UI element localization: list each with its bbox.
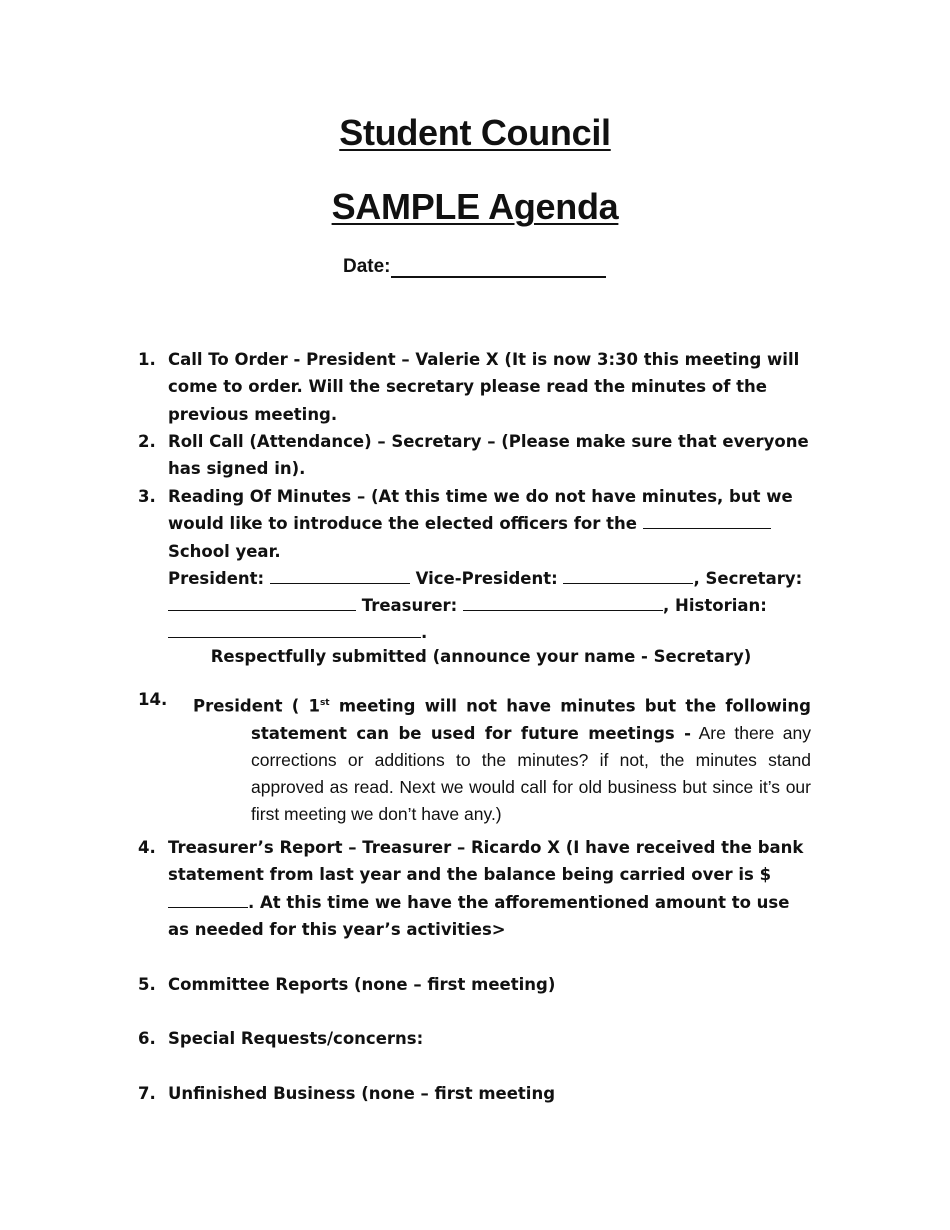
item-14-number: 14. — [138, 690, 168, 709]
date-blank — [391, 257, 606, 278]
item-number: 2. — [138, 432, 156, 451]
item-text: Unfinished Business (none – first meeting — [168, 1084, 556, 1103]
school-year-blank — [643, 511, 771, 529]
item-text: Reading Of Minutes – (At this time we do not have minutes, but we would like to introduce the elected officers for the School year. President: Vice-President: , Secretary: Treasurer: , Historian: . — [168, 487, 803, 643]
date-label: Date: — [343, 256, 391, 277]
page-subtitle: SAMPLE Agenda — [331, 186, 619, 227]
item-text: Roll Call (Attendance) – Secretary – (Please make sure that everyone has signed in). — [168, 432, 809, 479]
item-text: Committee Reports (none – first meeting) — [168, 975, 556, 994]
item-number: 1. — [138, 350, 156, 369]
date-field — [343, 256, 606, 278]
item-number: 4. — [138, 838, 156, 857]
item-number: 5. — [138, 975, 156, 994]
item-text: Treasurer’s Report – Treasurer – Ricardo X (I have received the bank statement from last year and the balance being carried over is $. At this time we have the afforementioned amount to use as needed for this year’s activities> — [168, 838, 804, 939]
respectfully-submitted: Respectfully submitted (announce your name - Secretary) — [210, 647, 752, 666]
item-number: 6. — [138, 1029, 156, 1048]
page-title: Student Council — [339, 112, 611, 153]
item-number: 3. — [138, 487, 156, 506]
item-text: Special Requests/concerns: — [168, 1029, 424, 1048]
balance-blank — [168, 890, 248, 908]
item-text: Call To Order - President – Valerie X (It is now 3:30 this meeting will come to order. Will the secretary please read the minutes of the previous meeting. — [168, 350, 800, 424]
agenda-item-14: President ( 1st meeting will not have minutes but the following statement can be used for future meetings - Are there any corrections or additions to the minutes? if not, the minutes stand approved as read. Next we would call for old business but since it’s our first meeting we don’t have any.) — [193, 696, 812, 824]
item-number: 7. — [138, 1084, 156, 1103]
